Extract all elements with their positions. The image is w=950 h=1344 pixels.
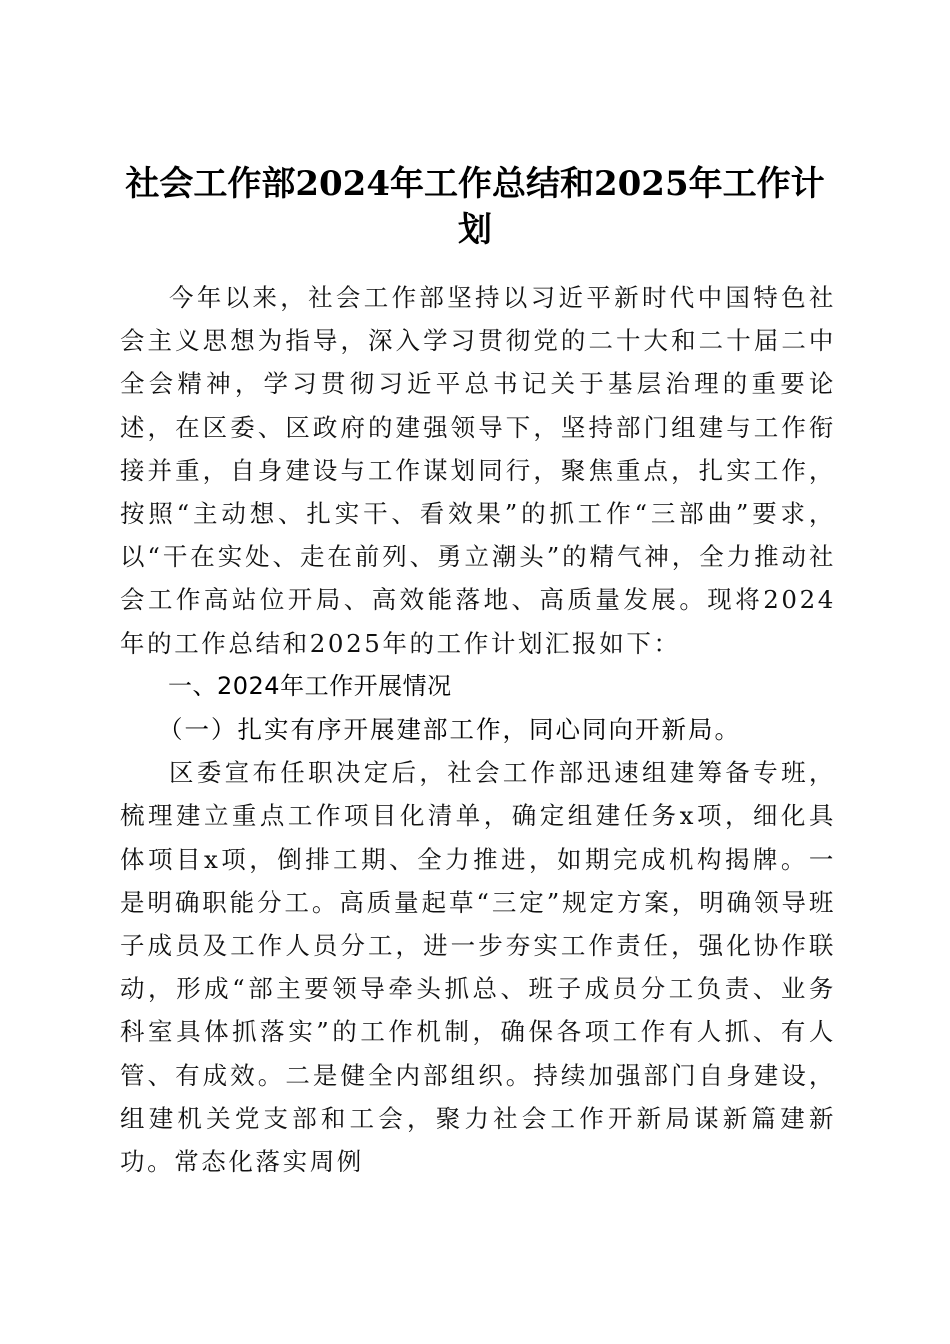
subsection-heading-department-building: （一）扎实有序开展建部工作，同心同向开新局。 xyxy=(157,715,741,745)
document-title: 社会工作部2024年工作总结和2025年工作计划 xyxy=(125,163,825,250)
document-body xyxy=(120,276,836,1183)
section-heading-2024-work: 一、2024年工作开展情况 xyxy=(168,671,452,700)
intro-paragraph: 今年以来，社会工作部坚持以习近平新时代中国特色社会主义思想为指导，深入学习贯彻党的二十大和二十届二中全会精神，学习贯彻习近平总书记关于基层治理的重要论述，在区委、区政府的建强领导下，坚持部门组建与工作衔接并重，自身建设与工作谋划同行，聚焦重点，扎实工作，按照“主动想、扎实干、看效果”的抓工作“三部曲”要求，以“干在实处、走在前列、勇立潮头”的精气神，全力推动社会工作高站位开局、高效能落地、高质量发展。现将2024年的工作总结和2025年的工作计划汇报如下： xyxy=(120,283,836,658)
subsection-body-paragraph: 区委宣布任职决定后，社会工作部迅速组建筹备专班，梳理建立重点工作项目化清单，确定组建任务x项，细化具体项目x项，倒排工期、全力推进，如期完成机构揭牌。一是明确职能分工。高质量起草“三定”规定方案，明确领导班子成员及工作人员分工，进一步夯实工作责任，强化协作联动，形成“部主要领导牵头抓总、班子成员分工负责、业务科室具体抓落实”的工作机制，确保各项工作有人抓、有人管、有成效。二是健全内部组织。持续加强部门自身建设，组建机关党支部和工会，聚力社会工作开新局谋新篇建新功。常态化落实周例 xyxy=(120,758,836,1177)
